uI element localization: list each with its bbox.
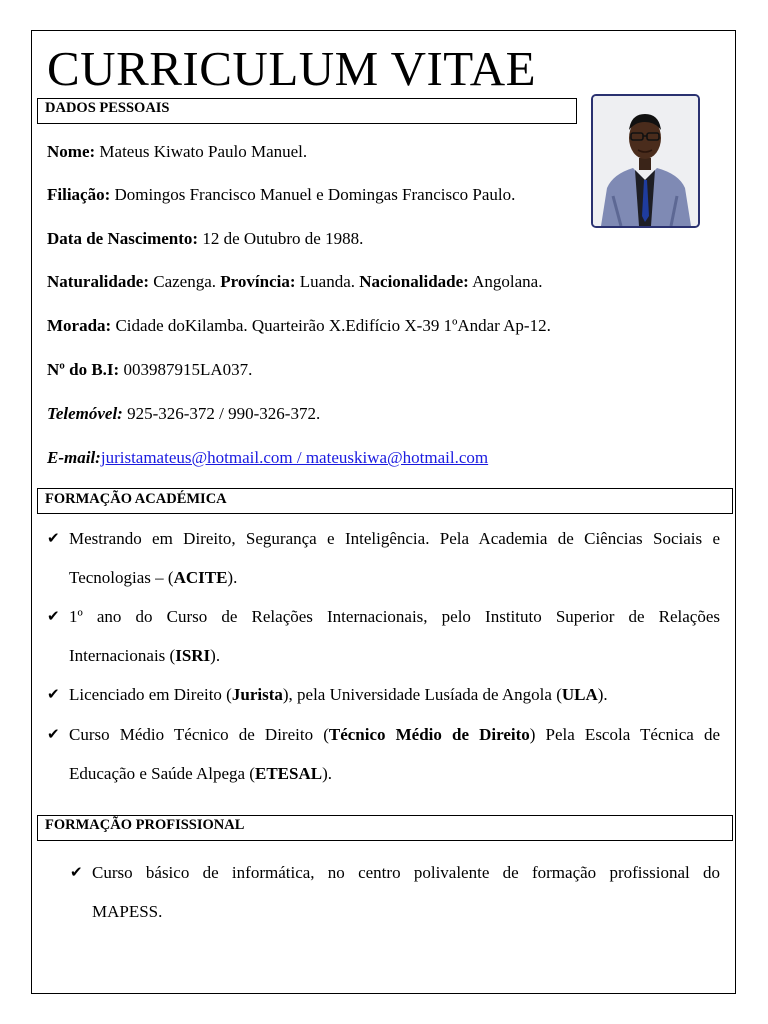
item-text: MAPESS.	[92, 902, 163, 921]
list-item	[47, 675, 720, 714]
item-text: Tecnologias – (	[69, 568, 174, 587]
item-text: Licenciado em Direito (	[69, 685, 232, 704]
field-value: Luanda.	[299, 272, 355, 291]
item-text: ) Pela Escola Técnica de	[529, 725, 720, 744]
field-label: Data de Nascimento:	[47, 229, 199, 248]
field-value: Mateus Kiwato Paulo Manuel.	[99, 142, 308, 161]
field-value: Domingos Francisco Manuel e Domingas Francisco Paulo.	[114, 185, 516, 204]
list-item	[47, 519, 720, 597]
field-id-number	[47, 361, 252, 378]
field-name	[47, 143, 307, 160]
list-item	[47, 597, 720, 675]
checkmark-icon: ✔	[70, 863, 83, 881]
profile-photo	[591, 94, 700, 228]
section-label: DADOS PESSOAIS	[45, 100, 170, 116]
item-text: ).	[227, 568, 238, 587]
item-text: Mestrando em Direito, Segurança e Inteligência. Pela Academia de Ciências Sociais e	[69, 529, 720, 548]
field-label: Naturalidade:	[47, 272, 149, 291]
field-label: Nome:	[47, 142, 96, 161]
item-text-bold: ULA	[561, 685, 598, 704]
field-value: Cidade doKilamba. Quarteirão X.Edifício X-39 1ºAndar Ap-12.	[115, 316, 551, 335]
field-email	[47, 449, 488, 466]
document-title: CURRICULUM VITAE	[47, 41, 537, 96]
section-label: FORMAÇÃO ACADÉMICA	[45, 491, 227, 507]
field-value: Angolana.	[472, 272, 543, 291]
email-link[interactable]: juristamateus@hotmail.com / mateuskiwa@hotmail.com	[100, 448, 489, 467]
item-text-bold: ISRI	[175, 646, 211, 665]
field-birth-date	[47, 230, 363, 247]
item-text: Educação e Saúde Alpega (	[69, 764, 255, 783]
field-label: Província:	[220, 272, 296, 291]
item-text: Internacionais (	[69, 646, 176, 665]
field-label: Nº do B.I:	[47, 360, 120, 379]
field-value: 925-326-372 / 990-326-372.	[127, 404, 321, 423]
field-filiation	[47, 186, 515, 203]
checkmark-icon: ✔	[47, 607, 60, 625]
checkmark-icon: ✔	[47, 685, 60, 703]
item-text: ).	[597, 685, 608, 704]
item-text-bold: Técnico Médio de Direito	[328, 725, 530, 744]
field-value: Cazenga.	[153, 272, 217, 291]
section-label: FORMAÇÃO PROFISSIONAL	[45, 817, 245, 833]
checkmark-icon: ✔	[47, 725, 60, 743]
item-text-bold: ETESAL	[254, 764, 323, 783]
item-text-bold: Jurista	[231, 685, 283, 704]
field-value: 003987915LA037.	[123, 360, 253, 379]
item-text: Curso Médio Técnico de Direito (	[69, 725, 329, 744]
section-header-academic	[37, 488, 733, 514]
checkmark-icon: ✔	[47, 529, 60, 547]
item-text: Curso básico de informática, no centro polivalente de formação profissional do	[92, 863, 720, 882]
item-text: ).	[210, 646, 221, 665]
section-header-professional	[37, 815, 733, 841]
item-text: ).	[322, 764, 332, 783]
field-value: 12 de Outubro de 1988.	[202, 229, 364, 248]
item-text: 1º ano do Curso de Relações Internacionais, pelo Instituto Superior de Relações	[69, 607, 720, 626]
field-label: E-mail:	[47, 448, 101, 467]
item-text-bold: ACITE	[173, 568, 228, 587]
list-item	[47, 715, 720, 793]
field-phone	[47, 405, 320, 422]
item-text: ), pela Universidade Lusíada de Angola (	[282, 685, 562, 704]
field-label: Morada:	[47, 316, 112, 335]
field-label: Nacionalidade:	[359, 272, 469, 291]
field-address	[47, 317, 551, 334]
list-item	[70, 853, 720, 931]
field-origin	[47, 273, 542, 290]
field-label: Filiação:	[47, 185, 111, 204]
section-header-personal	[37, 98, 577, 124]
field-label: Telemóvel:	[47, 404, 123, 423]
